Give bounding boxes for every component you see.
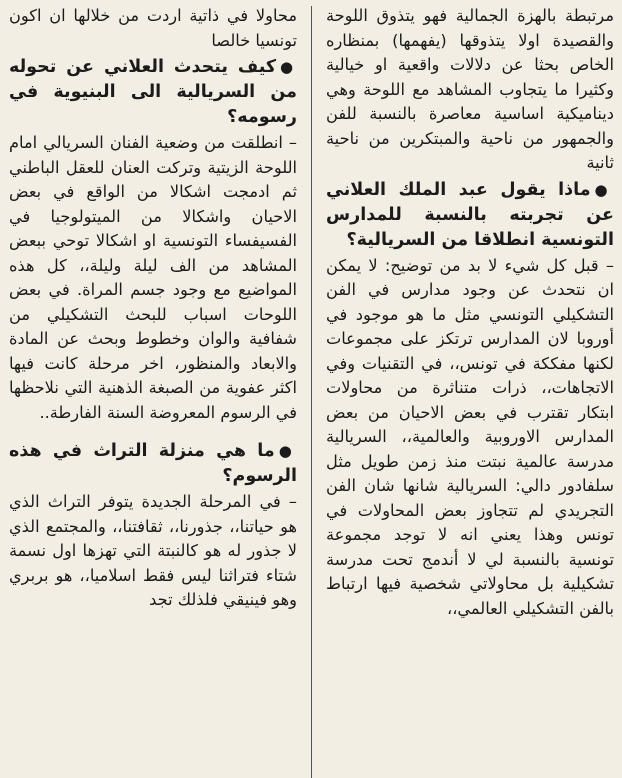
column-divider bbox=[311, 6, 312, 778]
paragraph-continuation: مرتبطة بالهزة الجمالية فهو يتذوق اللوحة والقصيدة اولا يتذوقها (يفهمها) بمنظاره الخاص بحثا عن دلالات واقعية او خيالية وكثيرا ما يتجاوب المشاهد مع اللوحة وهي ديناميكية اساسية معاصرة بالنسبة للفن والجمهور من ناحية والمبتكرين من ناحية ثانية bbox=[326, 6, 614, 172]
article-column-right bbox=[318, 4, 614, 778]
question-text: ماذا يقول عبد الملك العلاني عن تجربته بالنسبة للمدارس التونسية انطلاقا من السريالية؟ bbox=[326, 179, 614, 250]
spacer bbox=[9, 425, 297, 437]
bullet-icon: ● bbox=[278, 442, 297, 460]
question-text: كيف يتحدث العلاني عن تحوله من السريالية الى البنيوية في رسومه؟ bbox=[9, 57, 297, 127]
bullet-icon: ● bbox=[280, 58, 297, 76]
interview-question-3 bbox=[9, 439, 297, 489]
paragraph-continuation: محاولا في ذاتية اردت من خلالها ان اكون تونسيا خالصا bbox=[9, 6, 297, 50]
interview-question-1 bbox=[326, 178, 614, 253]
bullet-icon: ● bbox=[594, 180, 614, 199]
answer-paragraph: – في المرحلة الجديدة يتوفر التراث الذي هو حياتنا،، جذورنا،، ثقافتنا،، والمجتمع الذي لا جذور له هو كالنبتة التي تهزها اول نسمة شتاء فتراثنا ليس فقط اسلاميا،، هو بربري وهو فينيقي فلذلك تجد bbox=[9, 492, 297, 609]
answer-paragraph: – قبل كل شيء لا بد من توضيح: لا يمكن ان نتحدث عن وجود مدارس في الفن التشكيلي التونسي مثل ما هو موجود في أوروبا لان المدارس ترتكز على مجموعات لكنها مفككة في تونس،، في التقنيات وفي الاتجاهات،، ذرات متناثرة من محاولات ابتكار تقترب في بعض الاحيان من بعض المدارس الاوروبية والعالمية،، السريالية مدرسة عالمية نبتت منذ زمن طويل مثل سلفادور دالي: السريالية شانها شان الفن التجريدي لم تتجاوز بعض المحاولات في تونس وهذا يعني انه لا توجد مجموعة تونسية بالنسبة لي لا أندمج تحت مدرسة تشكيلية بل محاولاتي شخصية فيها ارتباط بالفن التشكيلي العالمي،، bbox=[326, 255, 614, 618]
article-column-left bbox=[9, 4, 305, 778]
interview-question-2 bbox=[9, 55, 297, 130]
question-text: ما هي منزلة التراث في هذه الرسوم؟ bbox=[9, 441, 297, 486]
answer-paragraph: – انطلقت من وضعية الفنان السريالي امام اللوحة الزيتية وتركت العنان للعقل الباطني ثم ادمجت اشكالا من الواقع في بعض الاحيان واشكالا من الميتولوجيا في الفسيفساء التونسية او اشكالا توحي ببعض المشاهد من الف ليلة وليلة،، كل هذه المواضيع مع وجود جسم المراة. في بعض اللوحات اسباب للبحث التشكيلي من شفافية والوان وخطوط وبحث عن المادة والابعاد والمنظور، اخر مرحلة كانت فيها اكثر عفوية من الصبغة الذهنية التي نلاحظها في الرسوم المعروضة السنة الفارطة.. bbox=[9, 133, 297, 422]
